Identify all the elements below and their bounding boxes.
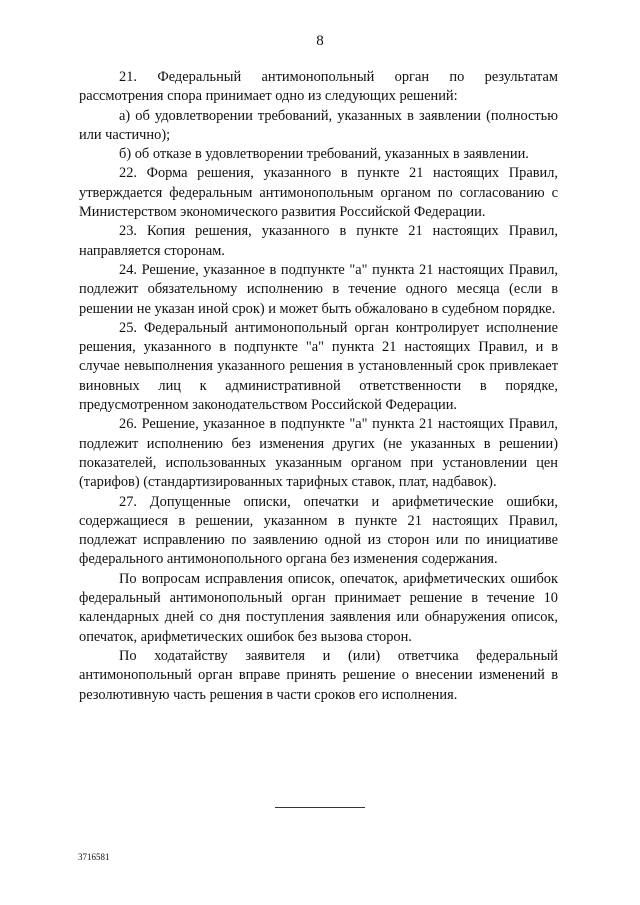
paragraph-27-corrections: По вопросам исправления описок, опечаток, арифметических ошибок федеральный антимонопольный орган принимает решение в течение 10 календарных дней со дня поступления заявления или обнаружения описок, опечаток, арифметических ошибок без вызова сторон. <box>79 570 558 645</box>
page-number: 8 <box>316 33 324 49</box>
paragraph-27: 27. Допущенные описки, опечатки и арифметические ошибки, содержащиеся в решении, указанном в пункте 21 настоящих Правил, подлежат исправлению по заявлению одной из сторон или по инициативе федерального антимонопольного органа без изменения содержания. <box>79 493 558 568</box>
document-code: 3716581 <box>78 852 110 862</box>
paragraph-21: 21. Федеральный антимонопольный орган по результатам рассмотрения спора принимает одно из следующих решений: <box>79 69 558 105</box>
paragraph-24: 24. Решение, указанное в подпункте "а" пункта 21 настоящих Правил, подлежит обязательному исполнению в течение одного месяца (если в решении не указан иной срок) и может быть обжаловано в судебном порядке. <box>79 261 558 317</box>
document-body <box>79 68 558 705</box>
paragraph-25: 25. Федеральный антимонопольный орган контролирует исполнение решения, указанного в подпункте "а" пункта 21 настоящих Правил, и в случае невыполнения указанного решения в установленный срок привлекает виновных лиц к административной ответственности в порядке, предусмотренном законодательством Российской Федерации. <box>79 319 558 414</box>
paragraph-23: 23. Копия решения, указанного в пункте 21 настоящих Правил, направляется сторонам. <box>79 223 558 259</box>
paragraph-21-b: б) об отказе в удовлетворении требований, указанных в заявлении. <box>119 146 529 163</box>
paragraph-22: 22. Форма решения, указанного в пункте 21 настоящих Правил, утверждается федеральным антимонопольным органом по согласованию с Министерством экономического развития Российской Федерации. <box>79 165 558 221</box>
end-separator-line <box>275 807 365 808</box>
paragraph-21-a: а) об удовлетворении требований, указанных в заявлении (полностью или частично); <box>79 107 558 143</box>
paragraph-27-petition: По ходатайству заявителя и (или) ответчика федеральный антимонопольный орган вправе принять решение о внесении изменений в резолютивную часть решения в части сроков его исполнения. <box>79 647 558 703</box>
paragraph-26: 26. Решение, указанное в подпункте "а" пункта 21 настоящих Правил, подлежит исполнению без изменения других (не указанных в решении) показателей, использованных указанным органом при установлении цен (тарифов) (стандартизированных тарифных ставок, плат, надбавок). <box>79 416 558 491</box>
